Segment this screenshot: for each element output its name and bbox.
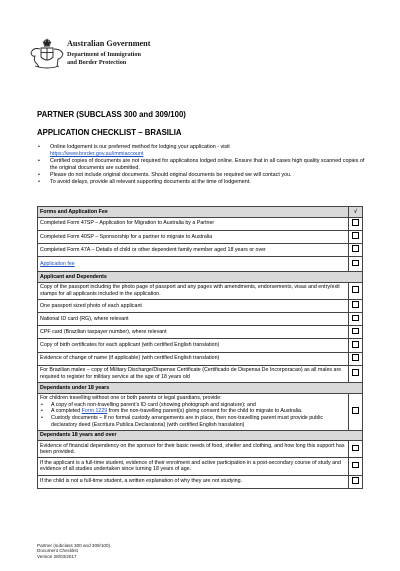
table-row — [38, 230, 363, 243]
row-text: Evidence of financial dependency on the sponsor for their basic needs of food, shelter and clothing, and how long this support has been provided. — [38, 441, 349, 458]
table-row — [38, 339, 363, 352]
row-text: One passport sized photo of each applicant — [38, 299, 349, 312]
section-header-forms — [38, 207, 363, 218]
list-item-text: from the non-travelling parent(s) giving consent for the child to migrate to Australia. — [108, 408, 303, 415]
table-row — [38, 299, 363, 312]
section-header-applicants — [38, 272, 363, 283]
checkbox[interactable] — [352, 232, 359, 239]
row-text: Completed Form 47SP – Application for Migration to Australia by a Partner — [38, 217, 349, 230]
coat-of-arms-logo — [27, 37, 67, 71]
checkbox[interactable] — [352, 341, 359, 348]
check-column-header: √ — [349, 207, 363, 218]
department-name-line1: Department of Immigration — [67, 51, 141, 58]
row-text: National ID card (RG), where relevant — [38, 313, 349, 326]
list-item — [40, 408, 346, 415]
table-row — [38, 217, 363, 230]
intro-item: • Certified copies of documents are not required for applications lodged online. Ensure that in all cases high quality scanned copies of the original documents are submitted. — [37, 158, 367, 172]
row-text: Copy of the passport including the photo page of passport and any pages with amendments, endorsements, visas and entry/exit stamps for all applicants included in the application. — [38, 282, 349, 299]
table-row — [38, 365, 363, 382]
checkbox[interactable] — [352, 219, 359, 226]
checkbox[interactable] — [352, 407, 359, 414]
government-name: Australian Government — [67, 39, 151, 48]
intro-item: • Please do not include original documents. Should original documents be required we will contact you. — [37, 172, 367, 179]
checkbox[interactable] — [352, 301, 359, 308]
row-text: Completed Form 47A – Details of child or other dependent family member aged 18 years or over — [38, 243, 349, 256]
checkbox[interactable] — [352, 260, 359, 267]
section-title: Applicant and Dependents — [38, 272, 363, 283]
checkbox[interactable] — [352, 369, 359, 376]
footer-line: Partner (subclass 300 and 309/100) — [37, 543, 111, 548]
row-text: Copy of birth certificates for each applicant (with certified English translation) — [38, 339, 349, 352]
row-text: Evidence of change of name (if applicable) (with certified English translation) — [38, 352, 349, 365]
section-title: Dependants under 18 years — [38, 383, 363, 394]
list-item-text: A completed — [51, 408, 81, 415]
intro-list — [37, 144, 367, 186]
checkbox[interactable] — [352, 462, 359, 469]
document-footer — [37, 543, 110, 559]
checkbox[interactable] — [352, 477, 359, 484]
checkbox[interactable] — [352, 328, 359, 335]
document-subtitle: APPLICATION CHECKLIST – BRASILIA — [37, 128, 182, 137]
checkbox[interactable] — [352, 286, 359, 293]
checkbox[interactable] — [352, 315, 359, 322]
table-row — [38, 352, 363, 365]
immiaccount-link[interactable]: https://www.border.gov.au/immiaccount — [50, 151, 144, 157]
row-text: If the child is not a full-time student, a written explanation of why they are not studying. — [38, 475, 349, 488]
table-row — [38, 243, 363, 256]
list-item: • Custody documents – If no formal custody arrangements are in place, then non-travelling parent must provide public declaratory deed (Escritura Publica Declaratoria) (with certified English translation) — [40, 415, 346, 428]
row-sublist — [40, 402, 346, 428]
intro-item-text: Online lodgement is our preferred method for lodging your application - visit — [50, 144, 230, 150]
row-text: For children travelling without one or both parents or legal guardians, provide: — [40, 395, 222, 402]
row-text: CPF card (Brazilian taxpayer number), where relevant — [38, 326, 349, 339]
government-header — [67, 38, 150, 67]
table-row — [38, 326, 363, 339]
checkbox[interactable] — [352, 245, 359, 252]
table-row — [38, 475, 363, 488]
section-header-dependants-under-18 — [38, 383, 363, 394]
section-title: Dependants 18 years and over — [38, 430, 363, 441]
table-row — [38, 313, 363, 326]
intro-item — [37, 144, 367, 158]
row-text: If the applicant is a full-time student, evidence of their enrolment and active participation in a post-secondary course of study and evidence of all studies undertaken since turning 18 years of age. — [38, 458, 349, 475]
row-text: Completed Form 40SP – Sponsorship for a partner to migrate to Australia — [38, 230, 349, 243]
table-row — [38, 458, 363, 475]
row-text: For Brazilian males – copy of Military Discharge/Dispense Certificate (Certificado de Dispensa De Incorporacao) as all males are required to register for military service at the age of 18 years old — [38, 365, 349, 382]
application-fee-link[interactable]: Application fee — [40, 260, 75, 267]
table-row — [38, 441, 363, 458]
footer-line: Document Checklist — [37, 548, 78, 554]
intro-item: • To avoid delays, provide all relevant supporting documents at the time of lodgement. — [37, 179, 367, 186]
form-1229-link[interactable]: Form 1229 — [81, 408, 108, 415]
checkbox[interactable] — [352, 354, 359, 361]
checklist-table — [37, 206, 363, 489]
section-header-dependants-18-over — [38, 430, 363, 441]
document-title: PARTNER (SUBCLASS 300 and 309/100) — [37, 110, 186, 119]
table-row — [38, 393, 363, 430]
list-item: • A copy of each non-travelling parent’s ID card (showing photograph and signature); and — [40, 402, 346, 409]
checkbox[interactable] — [352, 445, 359, 452]
footer-line: Version 28/03/2017 — [37, 553, 77, 559]
table-row — [38, 282, 363, 299]
department-name-line2: and Border Protection — [67, 59, 127, 66]
section-title: Forms and Application Fee — [38, 207, 349, 218]
table-row — [38, 257, 363, 272]
